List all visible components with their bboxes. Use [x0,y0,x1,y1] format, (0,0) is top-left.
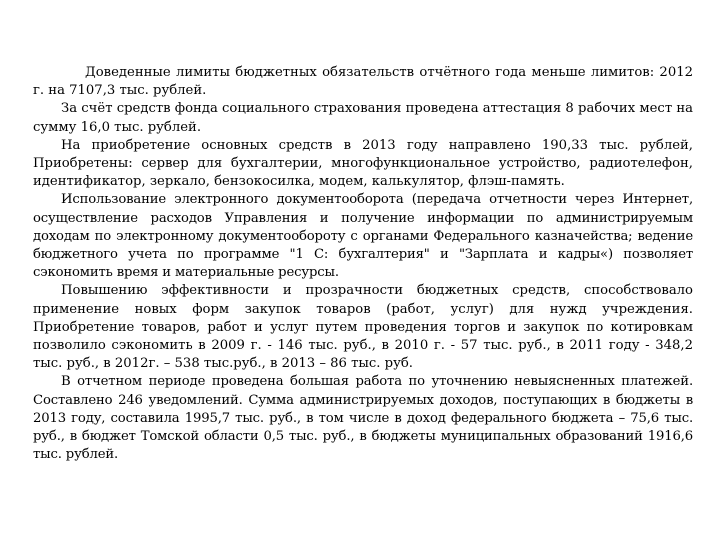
document-body [33,64,693,464]
paragraph-procurement-efficiency: Повышению эффективности и прозрачности бюджетных средств, способствовало применение новых форм закупок товаров (работ, услуг) для нужд учреждения. Приобретение товаров, работ и услуг путем проведения торгов и закупок по котировкам позволило сэкономить в 2009 г. - 146 тыс. руб., в 2010 г. - 57 тыс. руб., в 2011 году - 348,2 тыс. руб., в 2012г. – 538 тыс.руб., в 2013 – 86 тыс. руб. [33,283,693,372]
paragraph-fixed-assets: На приобретение основных средств в 2013 году направлено 190,33 тыс. рублей, Приобретены: сервер для бухгалтерии, многофункциональное устройство, радиотелефон, идентификатор, зеркало, бензокосилка, модем, калькулятор, флэш-память. [33,137,693,190]
paragraph-electronic-document-flow: Использование электронного документооборота (передача отчетности через Интернет, осуществление расходов Управления и получение информации по администрируемым доходам по электронному документообороту с органами Федерального казначейства; ведение бюджетного учета по программе "1 С: бухгалтерия" и "Зарплата и кадры«) позволяет сэкономить время и материальные ресурсы. [33,192,693,281]
paragraph-workplace-certification: За счёт средств фонда социального страхования проведена аттестация 8 рабочих мест на сумму 16,0 тыс. рублей. [33,101,693,135]
paragraph-unclear-payments: В отчетном периоде проведена большая работа по уточнению невыясненных платежей. Составлено 246 уведомлений. Сумма администрируемых доходов, поступающих в бюджеты в 2013 году, составила 1995,7 тыс. руб., в том числе в доход федерального бюджета – 75,6 тыс. руб., в бюджет Томской области 0,5 тыс. руб., в бюджеты муниципальных образований 1916,6 тыс. рублей. [33,374,693,463]
paragraph-budget-limits: Доведенные лимиты бюджетных обязательств отчётного года меньше лимитов: 2012 г. на 7107,3 тыс. рублей. [33,65,693,99]
